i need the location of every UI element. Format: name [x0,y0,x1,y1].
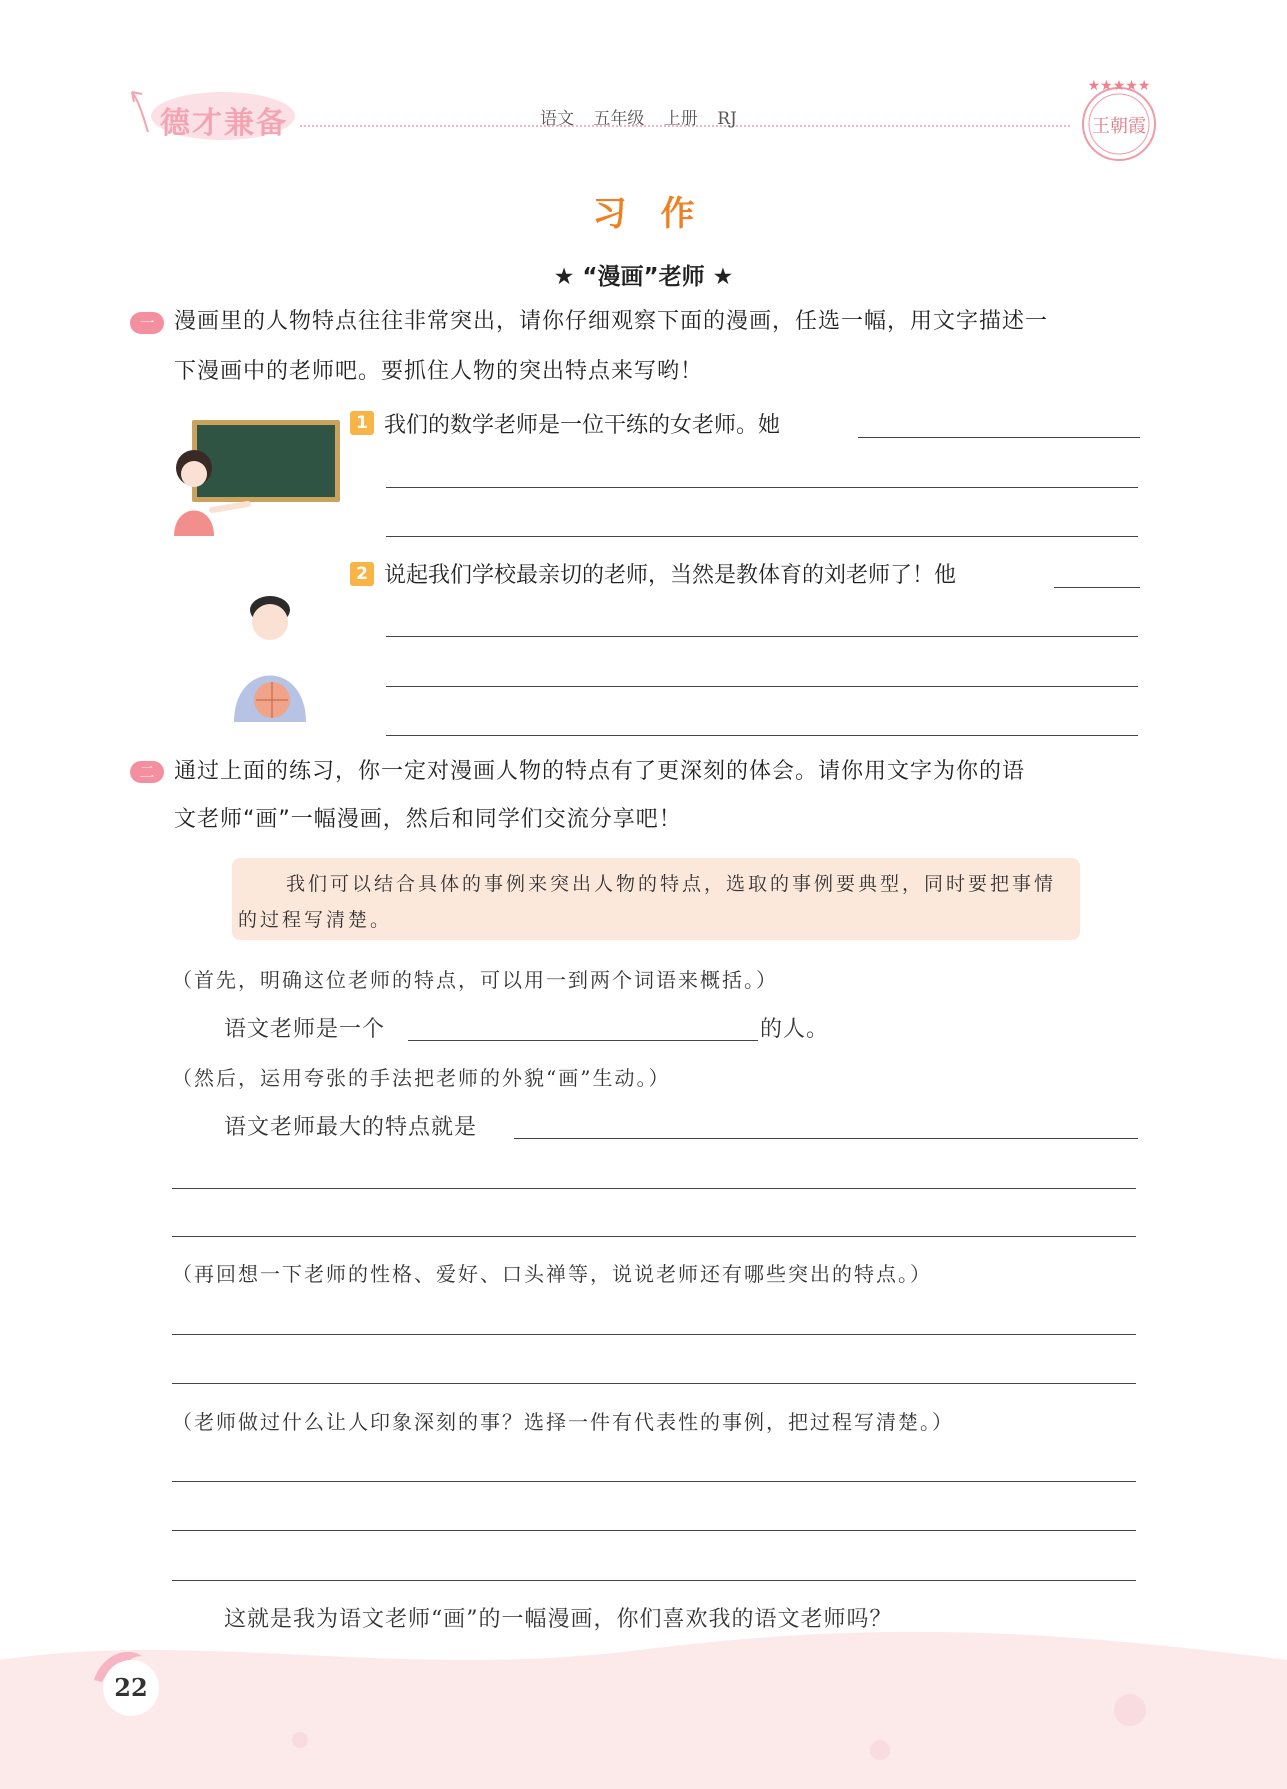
answer-line[interactable] [858,437,1140,438]
answer-line[interactable] [172,1530,1136,1531]
question-1-text: 我们的数学老师是一位干练的女老师。她 [384,413,781,438]
pe-teacher-illustration [228,588,314,722]
answer-line[interactable] [172,1580,1136,1581]
svg-text:王朝霞: 王朝霞 [1092,116,1146,137]
question-number-1: 1 [350,411,374,435]
question-number-2: 2 [350,562,374,586]
page-title: 习作 [592,194,729,234]
hint-2: （然后，运用夸张的手法把老师的外貌“画”生动。） [172,1066,671,1090]
section1-prompt-line2: 下漫画中的老师吧。要抓住人物的突出特点来写哟！ [174,359,704,384]
svg-text:★★★★★: ★★★★★ [1087,78,1151,94]
fill-in-1-prefix: 语文老师是一个 [224,1017,386,1042]
answer-line[interactable] [386,686,1138,687]
section1-prompt-line1: 漫画里的人物特点往往非常突出，请你仔细观察下面的漫画，任选一幅，用文字描述一 [174,309,1049,334]
brand-logo: 德才兼备 [160,106,288,141]
answer-line[interactable] [386,735,1138,736]
answer-line[interactable] [386,487,1138,488]
section-badge-2: 二 [130,761,164,783]
answer-line[interactable] [172,1481,1136,1482]
answer-line[interactable] [408,1040,758,1041]
section2-prompt-line1: 通过上面的练习，你一定对漫画人物的特点有了更深刻的体会。请你用文字为你的语 [174,759,1026,784]
fill-in-1-suffix: 的人。 [760,1017,830,1042]
hint-4: （老师做过什么让人印象深刻的事？选择一件有代表性的事例，把过程写清楚。） [172,1410,954,1434]
tip-text: 我们可以结合具体的事例来突出人物的特点，选取的事例要典型，同时要把事情的过程写清楚。 [238,873,1057,931]
publisher-seal [1075,76,1163,164]
answer-line[interactable] [514,1138,1138,1139]
fill-in-2-prefix: 语文老师最大的特点就是 [224,1115,478,1140]
answer-line[interactable] [172,1334,1136,1335]
page-number: 22 [103,1660,159,1716]
section2-prompt-line2: 文老师“画”一幅漫画，然后和同学们交流分享吧！ [174,807,682,832]
book-info: 语文 五年级 上册 RJ [540,109,737,129]
footer-wave [0,1620,1287,1789]
section-badge-1: 一 [130,312,164,334]
closing-sentence: 这就是我为语文老师“画”的一幅漫画，你们喜欢我的语文老师吗？ [224,1607,893,1632]
answer-line[interactable] [172,1383,1136,1384]
lesson-subtitle: ★ “漫画”老师 ★ [553,264,734,290]
question-2-text: 说起我们学校最亲切的老师，当然是教体育的刘老师了！他 [384,563,957,588]
answer-line[interactable] [386,536,1138,537]
answer-line[interactable] [1054,587,1140,588]
answer-line[interactable] [172,1236,1136,1237]
answer-line[interactable] [172,1188,1136,1189]
hint-3: （再回想一下老师的性格、爱好、口头禅等，说说老师还有哪些突出的特点。） [172,1262,932,1286]
answer-line[interactable] [386,636,1138,637]
hint-1: （首先，明确这位老师的特点，可以用一到两个词语来概括。） [172,968,778,992]
math-teacher-illustration [160,418,346,536]
